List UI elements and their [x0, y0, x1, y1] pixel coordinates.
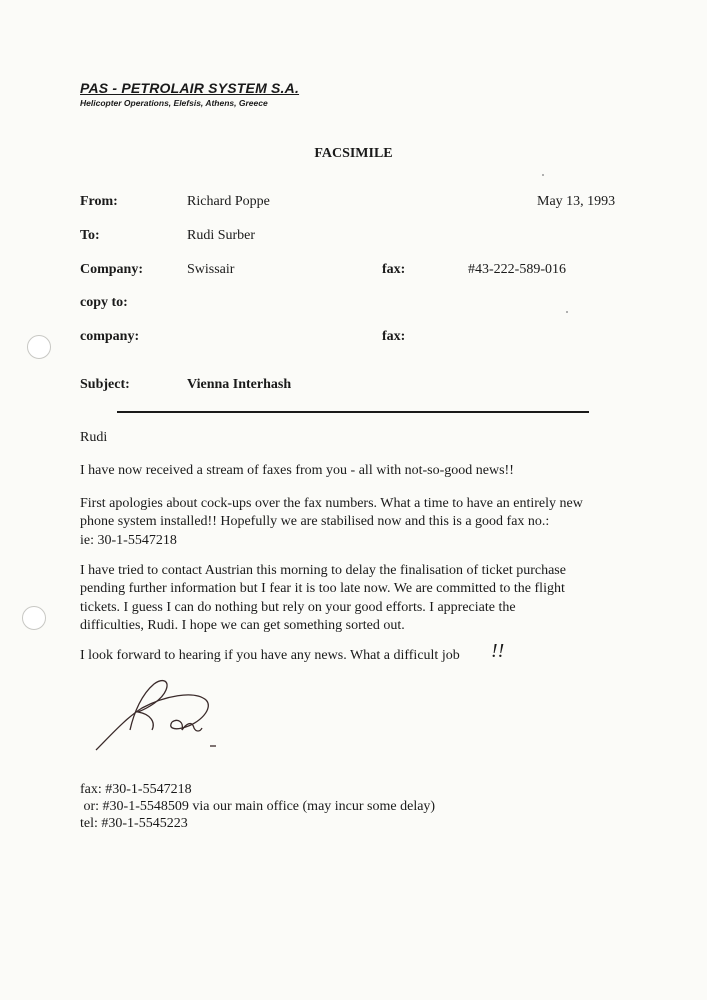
fax-value: #43-222-589-016 [468, 262, 566, 277]
from-value: Richard Poppe [187, 194, 270, 209]
contact-alt-fax: or: #30-1-5548509 via our main office (may incur some delay) [80, 799, 436, 814]
paragraph-3-line-1: I have tried to contact Austrian this morning to delay the finalisation of ticket purchase [80, 563, 566, 578]
company-subtitle: Helicopter Operations, Elefsis, Athens, Greece [80, 98, 268, 108]
scan-speck [566, 311, 568, 313]
punch-hole-lower [22, 606, 46, 630]
paragraph-3-line-3: tickets. I guess I can do nothing but rely on your good efforts. I appreciate the [80, 599, 516, 615]
header-divider [117, 411, 589, 413]
paragraph-2-line-1: First apologies about cock-ups over the fax numbers. What a time to have an entirely new [80, 496, 583, 511]
paragraph-3 [80, 562, 640, 635]
from-label: From: [80, 194, 118, 209]
paragraph-2-line-3: ie: 30-1-5547218 [80, 532, 177, 548]
fax-copy-label: fax: [382, 329, 406, 344]
signature-image [90, 672, 240, 762]
company-copy-label: company: [80, 329, 140, 344]
paragraph-4: I look forward to hearing if you have any news. What a difficult job [80, 648, 460, 663]
paragraph-3-line-2: pending further information but I fear it is too late now. We are committed to the flight [80, 581, 565, 597]
document-title: FACSIMILE [314, 146, 393, 161]
contact-fax: fax: #30-1-5547218 [80, 782, 192, 797]
company-name: PAS - PETROLAIR SYSTEM S.A. [80, 80, 300, 96]
subject-value: Vienna Interhash [187, 377, 292, 392]
copy-to-label: copy to: [80, 295, 128, 310]
company-value: Swissair [187, 262, 235, 277]
paragraph-2-line-2: phone system installed!! Hopefully we are stabilised now and this is a good fax no.: [80, 514, 550, 530]
paragraph-1: I have now received a stream of faxes from you - all with not-so-good news!! [80, 463, 514, 478]
salutation: Rudi [80, 430, 108, 445]
punch-hole-upper [27, 335, 51, 359]
handwritten-exclamation: !! [491, 640, 505, 662]
scan-speck [542, 174, 544, 176]
contact-tel: tel: #30-1-5545223 [80, 816, 188, 831]
paragraph-3-line-4: difficulties, Rudi. I hope we can get something sorted out. [80, 617, 405, 633]
company-label: Company: [80, 262, 144, 277]
subject-label: Subject: [80, 377, 130, 392]
to-value: Rudi Surber [187, 228, 256, 243]
paragraph-2 [80, 495, 640, 550]
date-value: May 13, 1993 [537, 194, 616, 209]
to-label: To: [80, 228, 100, 243]
fax-label: fax: [382, 262, 406, 277]
